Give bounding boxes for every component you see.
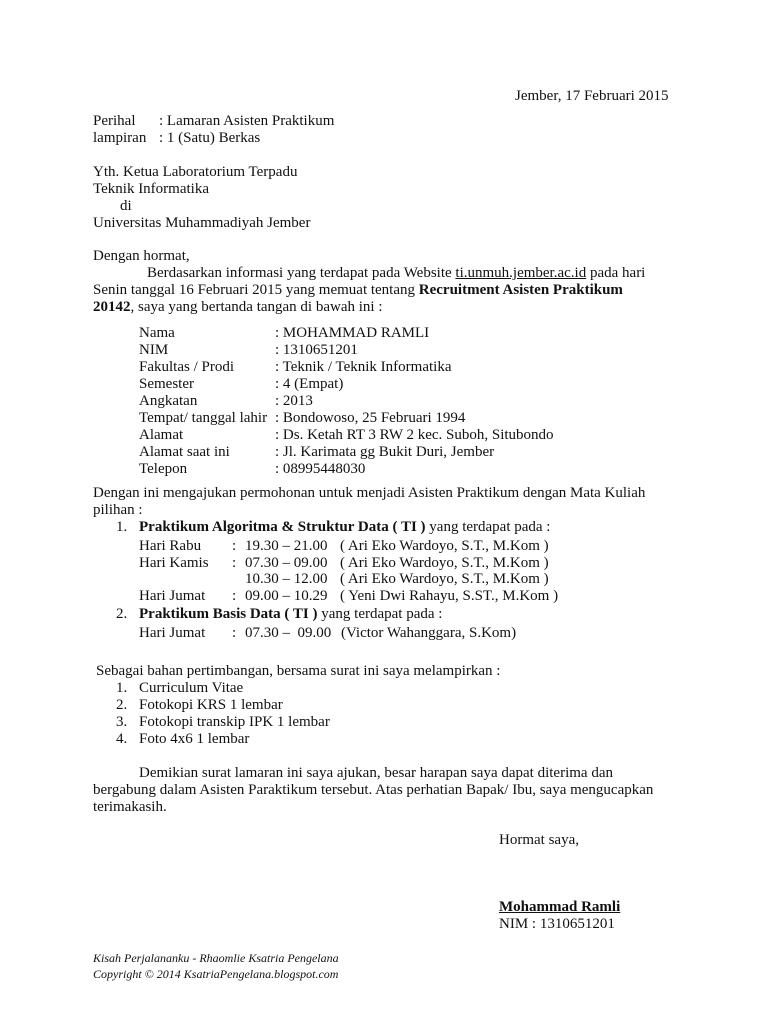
schedule-day: Hari Jumat [139, 588, 206, 604]
intro-text-3b: , saya yang bertanda tangan di bawah ini : [130, 299, 383, 315]
schedule-colon: : [232, 538, 237, 554]
signature-name: Mohammad Ramli [499, 899, 621, 915]
attachment-item: Foto 4x6 1 lembar [139, 731, 250, 747]
identity-label: Alamat saat ini [139, 444, 230, 460]
closing-line-1: Demikian surat lamaran ini saya ajukan, besar harapan saya dapat diterima dan [139, 765, 613, 781]
schedule-colon: : [232, 555, 237, 571]
identity-value: : MOHAMMAD RAMLI [275, 325, 430, 341]
identity-value: : 08995448030 [275, 461, 366, 477]
intro-text-1b: pada hari [586, 265, 646, 281]
closing-line-3: terimakasih. [93, 799, 167, 815]
identity-value: : 4 (Empat) [275, 376, 344, 392]
identity-label: NIM [139, 342, 169, 358]
schedule-time: 07.30 – 09.00 [245, 625, 332, 641]
attachments-intro: Sebagai bahan pertimbangan, bersama surat ini saya melampirkan : [96, 663, 501, 679]
intro-line-3 [93, 299, 383, 316]
intro-text-1a: Berdasarkan informasi yang terdapat pada Website [147, 265, 456, 281]
course-title-suffix: yang terdapat pada : [317, 606, 443, 622]
perihal-label: Perihal [93, 113, 136, 129]
schedule-time: 07.30 – 09.00 [245, 555, 328, 571]
schedule-lecturer: (Victor Wahanggara, S.Kom) [341, 625, 517, 641]
schedule-time: 09.00 – 10.29 [245, 588, 328, 604]
schedule-colon: : [232, 625, 237, 641]
recipient-line-1: Yth. Ketua Laboratorium Terpadu [93, 164, 298, 180]
website-link[interactable]: ti.unmuh.jember.ac.id [455, 265, 587, 281]
lampiran-value: : 1 (Satu) Berkas [159, 130, 261, 146]
schedule-day: Hari Rabu [139, 538, 202, 554]
attachment-number: 3. [116, 714, 128, 730]
intro-text-3-bold: 20142 [93, 299, 131, 315]
attachment-number: 2. [116, 697, 128, 713]
attachment-item: Fotokopi KRS 1 lembar [139, 697, 283, 713]
lampiran-label: lampiran [93, 130, 147, 146]
schedule-time: 19.30 – 21.00 [245, 538, 328, 554]
schedule-lecturer: ( Ari Eko Wardoyo, S.T., M.Kom ) [340, 571, 549, 587]
schedule-colon: : [232, 588, 237, 604]
attachment-number: 4. [116, 731, 128, 747]
recipient-line-4: Universitas Muhammadiyah Jember [93, 215, 311, 231]
request-line-2: pilihan : [93, 502, 143, 518]
identity-label: Tempat/ tanggal lahir [139, 410, 268, 426]
schedule-day: Hari Jumat [139, 625, 206, 641]
schedule-lecturer: ( Ari Eko Wardoyo, S.T., M.Kom ) [340, 555, 549, 571]
identity-value: : 2013 [275, 393, 313, 409]
identity-label: Nama [139, 325, 175, 341]
signature-greeting: Hormat saya, [499, 832, 579, 848]
letter-date: Jember, 17 Februari 2015 [515, 88, 669, 104]
recipient-line-2: Teknik Informatika [93, 181, 209, 197]
salutation: Dengan hormat, [93, 248, 190, 264]
course-number: 2. [116, 606, 128, 622]
course-title-bold: Praktikum Basis Data ( TI ) [139, 606, 318, 622]
identity-value: : Ds. Ketah RT 3 RW 2 kec. Suboh, Situbondo [275, 427, 554, 443]
course-title [139, 519, 550, 536]
course-title-bold: Praktikum Algoritma & Struktur Data ( TI ) [139, 519, 426, 535]
request-line-1: Dengan ini mengajukan permohonan untuk menjadi Asisten Praktikum dengan Mata Kuliah [93, 485, 646, 501]
intro-text-2a: Senin tanggal 16 Februari 2015 yang memuat tentang [93, 282, 419, 298]
identity-label: Alamat [139, 427, 184, 443]
course-title-suffix: yang terdapat pada : [425, 519, 551, 535]
attachment-item: Fotokopi transkip IPK 1 lembar [139, 714, 330, 730]
intro-line-1 [147, 265, 645, 282]
schedule-lecturer: ( Ari Eko Wardoyo, S.T., M.Kom ) [340, 538, 549, 554]
course-title [139, 606, 442, 623]
footer-line-2: Copyright © 2014 KsatriaPengelana.blogspot.com [93, 967, 339, 981]
signature-nim: NIM : 1310651201 [499, 916, 615, 932]
identity-value: : 1310651201 [275, 342, 358, 358]
schedule-day: Hari Kamis [139, 555, 209, 571]
footer-line-1: Kisah Perjalananku - Rhaomlie Ksatria Pengelana [93, 951, 339, 965]
attachment-number: 1. [116, 680, 128, 696]
identity-label: Telepon [139, 461, 188, 477]
course-number: 1. [116, 519, 128, 535]
identity-value: : Jl. Karimata gg Bukit Duri, Jember [275, 444, 495, 460]
closing-line-2: bergabung dalam Asisten Paraktikum tersebut. Atas perhatian Bapak/ Ibu, saya mengucapkan [93, 782, 654, 798]
identity-value: : Bondowoso, 25 Februari 1994 [275, 410, 466, 426]
intro-text-2-bold: Recruitment Asisten Praktikum [418, 282, 623, 298]
identity-label: Angkatan [139, 393, 198, 409]
schedule-time: 10.30 – 12.00 [245, 571, 328, 587]
intro-line-2 [93, 282, 623, 299]
recipient-line-3: di [120, 198, 132, 214]
perihal-value: : Lamaran Asisten Praktikum [159, 113, 335, 129]
schedule-lecturer: ( Yeni Dwi Rahayu, S.ST., M.Kom ) [340, 588, 559, 604]
identity-value: : Teknik / Teknik Informatika [275, 359, 452, 375]
identity-label: Fakultas / Prodi [139, 359, 235, 375]
attachment-item: Curriculum Vitae [139, 680, 244, 696]
identity-label: Semester [139, 376, 194, 392]
